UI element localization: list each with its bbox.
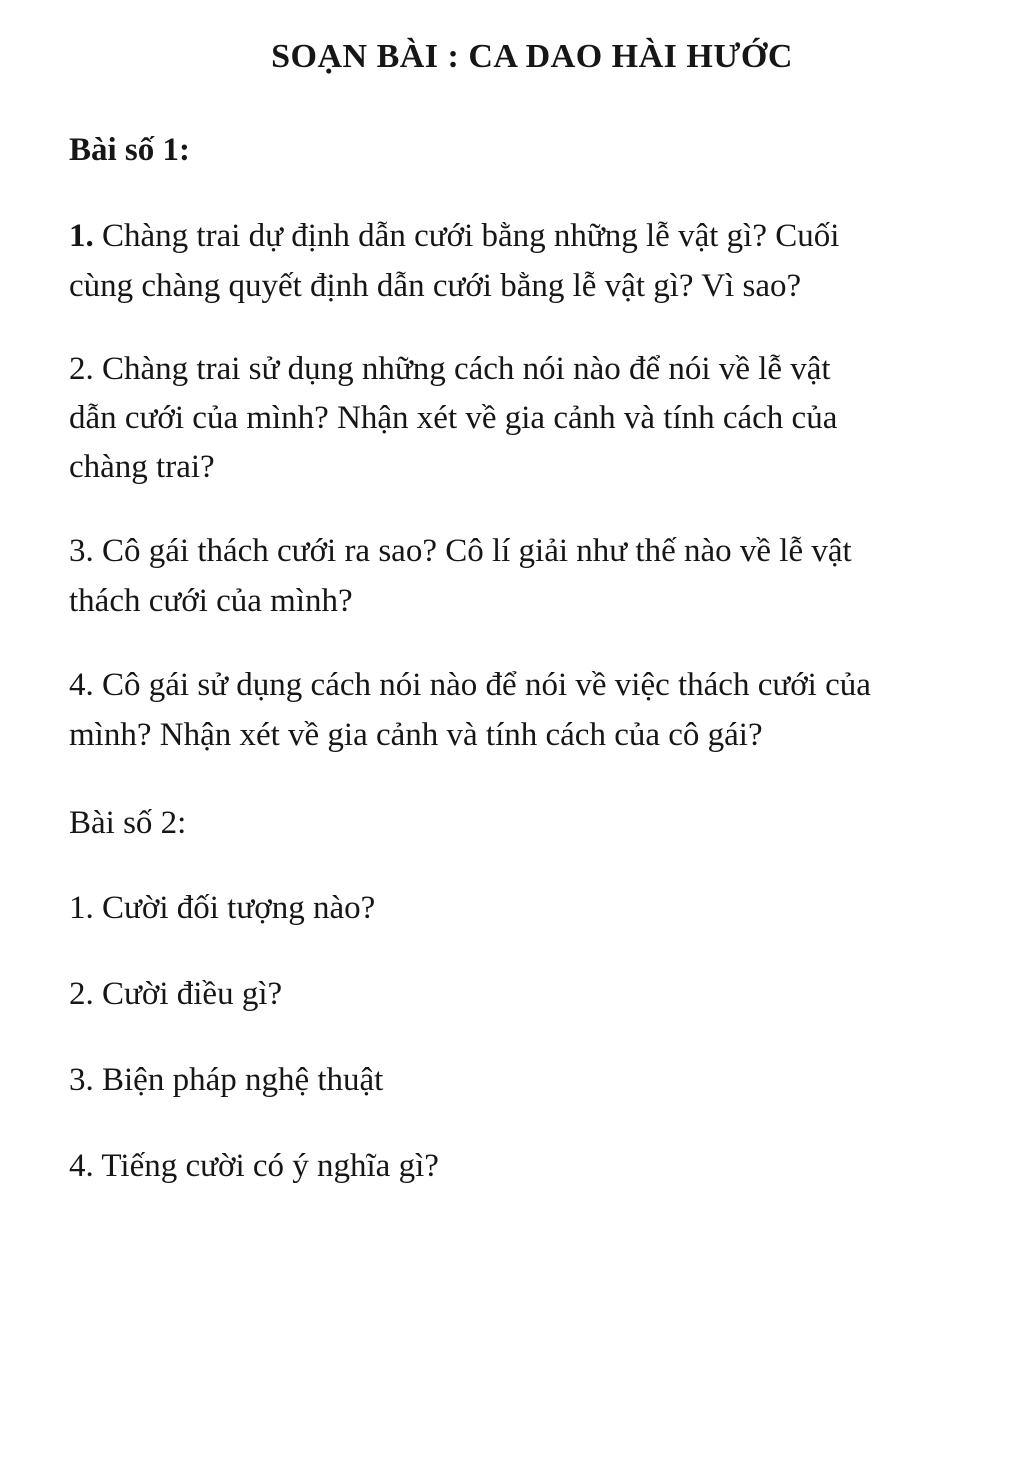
question-1-4-line-1: 4. Cô gái sử dụng cách nói nào để nói về việc thách cưới của [69,667,871,703]
question-2-4: 4. Tiếng cười có ý nghĩa gì? [69,1148,439,1184]
question-2-1: 1. Cười đối tượng nào? [69,890,376,926]
question-1-1-number: 1. [69,218,94,254]
section-2-heading: Bài số 2: [69,805,187,841]
question-1-2-line-1: 2. Chàng trai sử dụng những cách nói nào để nói về lễ vật [69,351,831,387]
question-1-4-line-2: mình? Nhận xét về gia cảnh và tính cách của cô gái? [69,717,763,753]
question-1-1-line-1 [69,212,839,260]
section-1-heading: Bài số 1: [69,132,191,168]
question-1-2-line-2: dẫn cưới của mình? Nhận xét về gia cảnh và tính cách của [69,400,838,436]
question-1-3-line-1: 3. Cô gái thách cưới ra sao? Cô lí giải như thế nào về lễ vật [69,533,852,569]
question-1-1-line-2: cùng chàng quyết định dẫn cưới bằng lễ vật gì? Vì sao? [69,268,802,304]
question-2-2: 2. Cười điều gì? [69,976,283,1012]
page-title: SOẠN BÀI : CA DAO HÀI HƯỚC [271,38,793,75]
question-1-3-line-2: thách cưới của mình? [69,583,353,619]
question-1-2-line-3: chàng trai? [69,449,215,485]
question-2-3: 3. Biện pháp nghệ thuật [69,1062,384,1098]
question-1-1-text: Chàng trai dự định dẫn cưới bằng những lễ vật gì? Cuối [93,218,840,254]
